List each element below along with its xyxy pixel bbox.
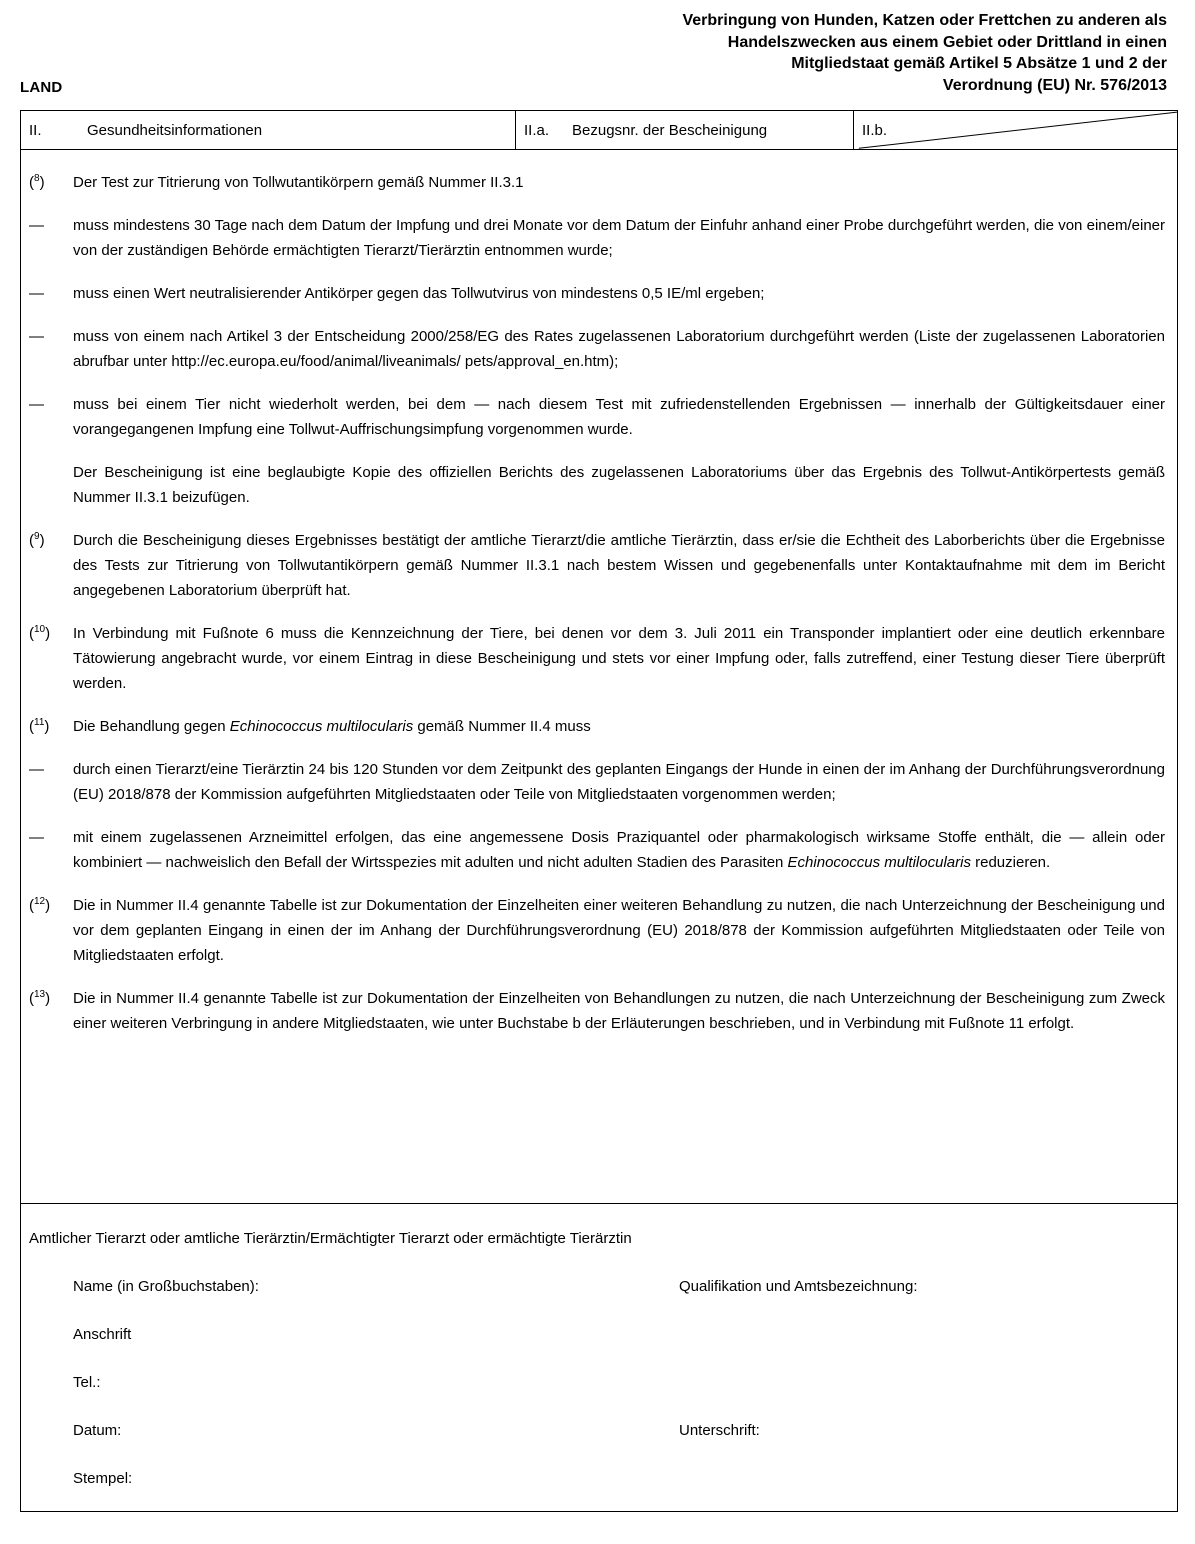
document-title-line: Handelszwecken aus einem Gebiet oder Drittland in einen xyxy=(727,33,1167,51)
footnote-text: muss einen Wert neutralisierender Antikörper gegen das Tollwutvirus von mindestens 0,5 IE/ml ergeben; xyxy=(73,285,765,302)
footnote-block xyxy=(29,170,1167,195)
footnote-block xyxy=(29,986,1167,1036)
section-label: Bezugsnr. der Bescheinigung xyxy=(572,121,768,139)
signature-field-label-right xyxy=(679,1322,1167,1347)
footnote-text: muss von einem nach Artikel 3 der Entscheidung 2000/258/EG des Rates zugelassenen Laboratorium durchgeführt werden (Liste der zugelassenen Laboratorien abrufbar unter http://ec.europa.eu/food/animal/liveanimals/ pets/approval_en.htm); xyxy=(73,328,1165,370)
footnote-block xyxy=(29,528,1167,603)
footnote-block xyxy=(29,714,1167,739)
footnote-text: Der Test zur Titrierung von Tollwutantikörpern gemäß Nummer II.3.1 xyxy=(73,174,524,191)
empty-marker xyxy=(29,460,73,510)
signature-field-label-left: Stempel: xyxy=(73,1470,133,1487)
signature-section xyxy=(21,1203,1177,1511)
footnote-list xyxy=(21,150,1177,1203)
footnote-text: muss mindestens 30 Tage nach dem Datum der Impfung und drei Monate vor dem Datum der Einfuhr anhand einer Probe durchgeführt werden, die von einem/einer von der zuständigen Behörde ermächtigten Tierarzt/Tierärztin entnommen wurde; xyxy=(73,217,1165,259)
signature-field-label-left: Name (in Großbuchstaben): xyxy=(73,1278,259,1295)
footnote-block xyxy=(29,621,1167,696)
header-cell-iib xyxy=(854,111,1177,149)
country-label: LAND xyxy=(20,79,63,96)
document-title-line: Verbringung von Hunden, Katzen oder Frettchen zu anderen als xyxy=(682,12,1167,29)
footnote-text: Die in Nummer II.4 genannte Tabelle ist zur Dokumentation der Einzelheiten einer weiteren Behandlung zu nutzen, die nach Unterzeichnung der Bescheinigung und vor dem geplanten Eingang in einen der im Anhang der Durchführungsverordnung (EU) 2018/878 der Kommission aufgeführten Mitgliedstaaten oder Teile von Mitgliedstaaten erfolgt. xyxy=(73,897,1165,964)
signature-field-label-right: Unterschrift: xyxy=(679,1422,760,1439)
signature-field-label-right xyxy=(679,1466,1167,1491)
section-number: II.b. xyxy=(862,121,888,139)
signature-field-row xyxy=(73,1274,1167,1299)
footnote-block xyxy=(29,392,1167,442)
dash-bullet: — xyxy=(29,285,44,302)
dash-bullet: — xyxy=(29,328,44,345)
document-title-line: Verordnung (EU) Nr. 576/2013 xyxy=(942,76,1167,94)
footnote-marker: ($^{10}$) xyxy=(29,624,51,642)
signature-field-row xyxy=(73,1418,1167,1443)
signature-field-label-left: Datum: xyxy=(73,1422,122,1439)
footnote-text: mit einem zugelassenen Arzneimittel erfolgen, das eine angemessene Dosis Praziquantel oder pharmakologisch wirksame Stoffe enthält, die — allein oder kombiniert — nachweislich den Befall der Wirtsspezies mit adulten und nicht adulten Stadien des Parasiten Echinococcus multilocularis reduzieren. xyxy=(73,829,1165,871)
signature-intro: Amtlicher Tierarzt oder amtliche Tierärztin/Ermächtigter Tierarzt oder ermächtigte Tierärztin xyxy=(29,1230,632,1247)
footnote-text: muss bei einem Tier nicht wiederholt werden, bei dem — nach diesem Test mit zufriedenstellenden Ergebnissen — innerhalb der Gültigkeitsdauer einer vorangegangenen Impfung eine Tollwut-Auffrischungsimpfung vorgenommen wurde. xyxy=(73,396,1165,438)
signature-field-row xyxy=(73,1370,1167,1395)
footnote-text: durch einen Tierarzt/eine Tierärztin 24 bis 120 Stunden vor dem Zeitpunkt des geplanten Eingangs der Hunde in einen der im Anhang der Durchführungsverordnung (EU) 2018/878 der Kommission aufgeführten Mitgliedstaaten oder Teile von Mitgliedstaaten vorgenommen werden; xyxy=(73,761,1165,803)
footnote-text: Die in Nummer II.4 genannte Tabelle ist zur Dokumentation der Einzelheiten von Behandlungen zu nutzen, die nach Unterzeichnung der Bescheinigung zum Zweck einer weiteren Verbringung in andere Mitgliedstaaten, wie unter Buchstabe b der Erläuterungen beschrieben, und in Verbindung mit Fußnote 11 erfolgt. xyxy=(73,990,1165,1032)
document-title xyxy=(467,10,1167,96)
certificate-table xyxy=(20,110,1178,1512)
dash-bullet: — xyxy=(29,396,44,413)
section-number: II.a. xyxy=(524,121,550,139)
footnote-block xyxy=(29,460,1167,510)
signature-field-label-right: Qualifikation und Amtsbezeichnung: xyxy=(679,1278,918,1295)
header-cell-health-info xyxy=(21,111,516,149)
footnote-block xyxy=(29,825,1167,875)
section-label: Gesundheitsinformationen xyxy=(87,121,263,139)
signature-field-label-left: Tel.: xyxy=(73,1374,101,1391)
dash-bullet: — xyxy=(29,829,44,846)
footnote-block xyxy=(29,213,1167,263)
signature-field-label-left: Anschrift xyxy=(73,1326,132,1343)
footnote-block xyxy=(29,324,1167,374)
footnote-marker: ($^{13}$) xyxy=(29,989,51,1007)
footnote-marker: ($^9$) xyxy=(29,531,45,549)
footnote-text: Durch die Bescheinigung dieses Ergebnisses bestätigt der amtliche Tierarzt/die amtliche Tierärztin, dass er/sie die Echtheit des Laborberichts über die Ergebnisse des Tests zur Titrierung von Tollwutantikörpern gemäß Nummer II.3.1 nach bestem Wissen und gegebenenfalls unter Kontaktaufnahme mit dem im Bericht angegebenen Laboratorium überprüft hat. xyxy=(73,532,1165,599)
footnote-block xyxy=(29,757,1167,807)
document-title-line: Mitgliedstaat gemäß Artikel 5 Absätze 1 und 2 der xyxy=(791,55,1167,72)
header-cell-certificate-ref xyxy=(516,111,854,149)
footnote-text: Der Bescheinigung ist eine beglaubigte Kopie des offiziellen Berichts des zugelassenen Laboratoriums über das Ergebnis des Tollwut-Antikörpertests gemäß Nummer II.3.1 beizufügen. xyxy=(73,464,1165,506)
footnote-text: In Verbindung mit Fußnote 6 muss die Kennzeichnung der Tiere, bei denen vor dem 3. Juli 2011 ein Transponder implantiert oder eine deutlich erkennbare Tätowierung angebracht wurde, vor einem Eintrag in diese Bescheinigung und stets vor einer Impfung oder, falls zutreffend, einer Testung dieser Tiere überprüft werden. xyxy=(73,625,1165,692)
diagonal-strike-icon xyxy=(854,111,1177,149)
signature-rows xyxy=(73,1274,1167,1491)
footnote-block xyxy=(29,893,1167,968)
section-number: II. xyxy=(29,121,42,139)
table-header-row xyxy=(21,111,1177,150)
footnote-marker: ($^{12}$) xyxy=(29,896,51,914)
signature-field-label-right xyxy=(679,1370,1167,1395)
signature-field-row xyxy=(73,1322,1167,1347)
footnote-marker: ($^{11}$) xyxy=(29,717,50,735)
dash-bullet: — xyxy=(29,761,44,778)
footnote-block xyxy=(29,281,1167,306)
footnote-text: Die Behandlung gegen Echinococcus multilocularis gemäß Nummer II.4 muss xyxy=(73,718,591,735)
footnote-marker: ($^8$) xyxy=(29,173,45,191)
dash-bullet: — xyxy=(29,217,44,234)
signature-field-row xyxy=(73,1466,1167,1491)
